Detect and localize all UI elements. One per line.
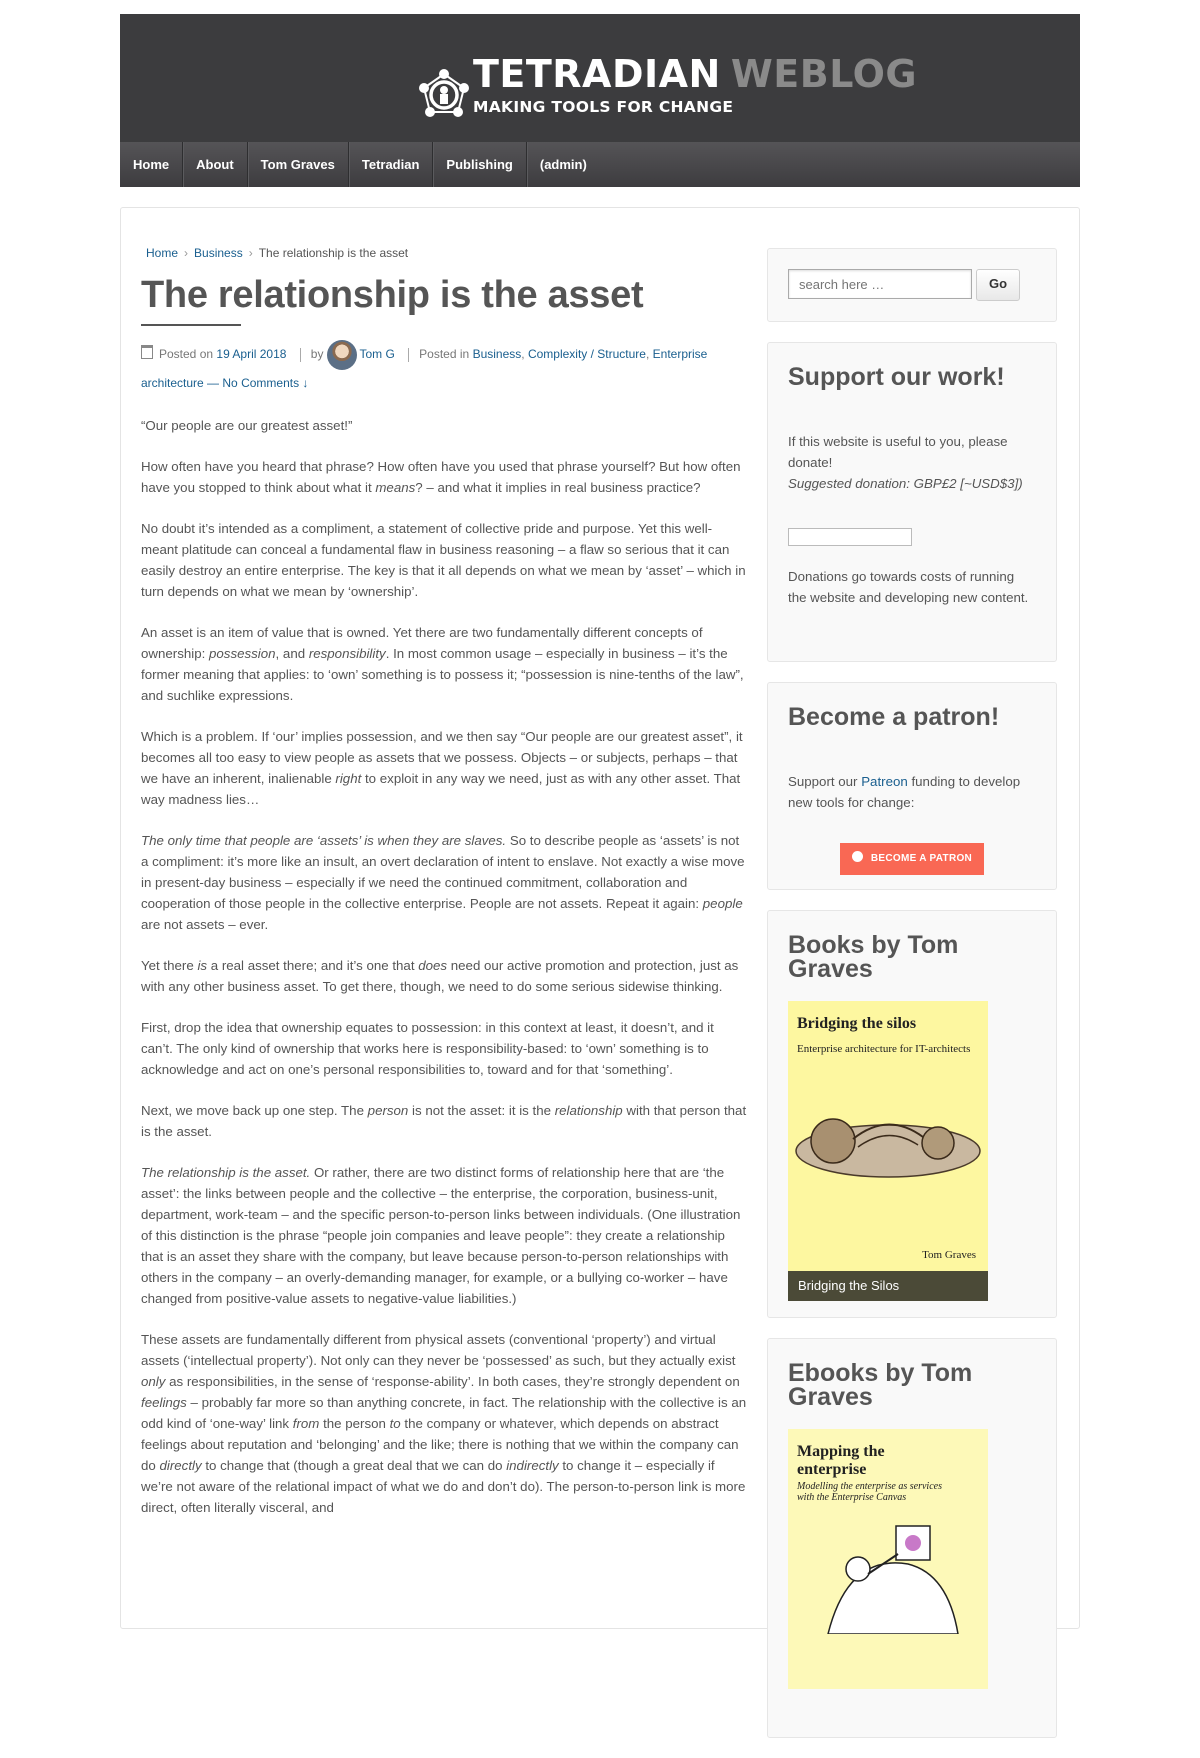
breadcrumb-current: The relationship is the asset <box>258 246 409 260</box>
paragraph: An asset is an item of value that is owned. Yet there are two fundamentally different concepts of ownership: possession, and responsibility. In most common usage – especially in business – it’s the former meaning that applies: to ‘own’ something is to possess it; “possession is nine-tenths of the law”, and suchlike expressions. <box>141 625 744 703</box>
site-logo[interactable] <box>418 52 1038 122</box>
support-widget <box>767 342 1057 662</box>
paragraph: The relationship is the asset. Or rather, there are two distinct forms of relationship here that are ‘the asset’: the links between people and the collective – the enterprise, the corporation, business-unit, department, work-team – and the specific person-to-person links between individuals. (One illustration of this distinction is the phrase “people join companies and leave people”: they create a relationship that is an asset they share with the company, but leave because person-to-person relationships with others in the company – an overly-demanding manager, for example, or a bullying co-worker – have changed from positive-value assets to negative-value liabilities.) <box>141 1165 741 1306</box>
search-input[interactable] <box>788 269 972 299</box>
posted-in-label: Posted in <box>419 347 470 362</box>
paragraph: No doubt it’s intended as a compliment, a statement of collective pride and purpose. Yet this well-meant platitude can conceal a fundamental flaw in business reasoning – a flaw so serious that it can easily destroy an entire enterprise. The key is that it all depends on what we mean by ‘asset’ – which in turn depends on what we mean by ‘ownership’. <box>141 521 746 599</box>
book-title: Bridging the silos <box>797 1015 917 1032</box>
main-nav <box>120 142 1080 187</box>
breadcrumb <box>141 246 749 260</box>
nav-tom-graves[interactable]: Tom Graves <box>248 142 349 187</box>
paragraph: The only time that people are ‘assets’ is when they are slaves. So to describe people as ‘assets’ is not a compliment: it’s more like an insult, an overt declaration of intent to enslave. Not exactly a wise move in present-day business – especially if we need the continued commitment, collaboration and cooperation of those people in the collective enterprise. People are not assets. Repeat it again: people are not assets – ever. <box>141 833 745 932</box>
tetradian-network-icon <box>418 68 470 118</box>
page-title: The relationship is the asset <box>141 274 644 316</box>
comments-link[interactable]: No Comments ↓ <box>222 376 309 390</box>
become-patron-button[interactable]: BECOME A PATRON <box>840 843 984 875</box>
paragraph: These assets are fundamentally different from physical assets (conventional ‘property’) and virtual assets (‘intellectual property’). Not only can they never be ‘possessed’ as such, but they actually exist only as responsibilities, in the sense of ‘response-ability’. In both cases, they’re strongly dependent on feelings – probably far more so than anything concrete, in fact. The relationship with the collective is an odd kind of ‘one-way’ link from the person to the company or whatever, which depends on abstract feelings about reputation and ‘belonging’ and the like; there is nothing that we within the company can do directly to change that (though a great deal that we can do indirectly to change it – especially if we’re not aware of the relational impact of what we do and don’t do). The person-to-person link is more direct, often literally visceral, and <box>141 1332 747 1515</box>
book-author: Tom Graves <box>922 1249 976 1261</box>
post-date-link[interactable]: 19 April 2018 <box>216 347 287 362</box>
patron-text: Support our Patreon funding to develop new tools for change: <box>788 774 1021 810</box>
books-widget <box>767 910 1057 1318</box>
post-meta: Posted on 19 April 2018 by Tom G Posted in Business, Complexity / Structure, Enterprise architecture — No Comments ↓ <box>141 340 749 397</box>
meta-divider <box>300 348 301 362</box>
ebooks-title: Ebooks by Tom Graves <box>788 1359 973 1411</box>
patron-widget <box>767 682 1057 890</box>
support-title: Support our work! <box>788 363 1005 391</box>
author-link[interactable]: Tom G <box>359 347 395 362</box>
sidebar <box>767 248 1057 1758</box>
page-container <box>120 207 1080 1629</box>
ebook-cover-mapping-enterprise[interactable] <box>788 1429 988 1689</box>
books-title: Books by Tom Graves <box>788 931 959 983</box>
breadcrumb-separator: › <box>184 246 189 260</box>
post-body <box>141 415 749 1518</box>
site-tagline: MAKING TOOLS FOR CHANGE <box>473 98 734 116</box>
support-text: If this website is useful to you, please donate! <box>788 434 1008 470</box>
paragraph: Next, we move back up one step. The person is not the asset: it is the relationship with that person that is the asset. <box>141 1103 747 1139</box>
paragraph: Which is a problem. If ‘our’ implies possession, and we then say “Our people are our greatest asset”, it becomes all too easy to view people as assets that we possess. Objects – or subjects, perhaps – that we have an inherent, inalienable right to exploit in any way we need, just as with any other asset. That way madness lies… <box>141 729 743 807</box>
patreon-link[interactable]: Patreon <box>861 774 908 789</box>
nav-tetradian[interactable]: Tetradian <box>349 142 434 187</box>
site-title <box>473 52 917 96</box>
paragraph: Yet there is a real asset there; and it’s one that does need our active promotion and protection, just as with any other business asset. To get there, though, we need to do some serious sidewise thinking. <box>141 958 739 994</box>
search-widget <box>767 248 1057 322</box>
suggested-donation: Suggested donation: GBP£2 [~USD$3]) <box>788 476 1023 491</box>
calendar-icon <box>141 345 153 359</box>
search-go-button[interactable]: Go <box>976 269 1020 301</box>
book-subtitle: Enterprise architecture for IT-architects <box>797 1043 971 1055</box>
by-label: by <box>310 347 324 362</box>
breadcrumb-separator: › <box>248 246 253 260</box>
book-illustration <box>788 1091 988 1211</box>
breadcrumb-category[interactable]: Business <box>194 246 243 260</box>
nav-publishing[interactable]: Publishing <box>433 142 526 187</box>
paragraph: “Our people are our greatest asset!” <box>141 418 353 433</box>
category-business-link[interactable]: Business <box>472 347 522 362</box>
nav-admin[interactable]: (admin) <box>539 157 587 172</box>
ebook-title: Mapping the enterprise <box>797 1443 885 1478</box>
posted-on-label: Posted on <box>159 347 214 362</box>
patreon-icon <box>852 851 863 862</box>
site-header <box>120 14 1080 142</box>
author-avatar[interactable] <box>327 340 357 370</box>
nav-home[interactable]: Home <box>120 142 183 187</box>
nav-about[interactable]: About <box>183 142 248 187</box>
category-complexity-link[interactable]: Complexity / Structure <box>527 347 646 362</box>
patron-title: Become a patron! <box>788 703 1000 731</box>
site-title-word1: TETRADIAN <box>473 52 721 96</box>
ebook-subtitle: Modelling the enterprise as services with the Enterprise Canvas <box>797 1481 942 1503</box>
donate-field[interactable] <box>788 528 912 546</box>
book-caption: Bridging the Silos <box>788 1271 988 1301</box>
meta-divider <box>408 348 409 362</box>
support-note: Donations go towards costs of running the website and developing new content. <box>788 569 1029 605</box>
main-content <box>141 246 749 1538</box>
meta-dash: — <box>207 376 220 390</box>
paragraph: How often have you heard that phrase? How often have you used that phrase yourself? But how often have you stopped to think about what it means? – and what it implies in real business practice? <box>141 459 741 495</box>
site-title-word2: WEBLOG <box>730 52 918 96</box>
ebook-illustration <box>788 1514 988 1634</box>
paragraph: First, drop the idea that ownership equates to possession: in this context at least, it doesn’t, and it can’t. The only kind of ownership that works here is responsibility-based: to ‘own’ something is to acknowledge and act on one’s personal responsibilities to, toward and for that ‘something’. <box>141 1020 714 1077</box>
breadcrumb-home[interactable]: Home <box>146 246 179 260</box>
category-ea-link[interactable]: Enterprise architecture <box>141 347 708 390</box>
ebooks-widget <box>767 1338 1057 1738</box>
book-cover-bridging-silos[interactable] <box>788 1001 988 1301</box>
title-underline <box>141 324 241 326</box>
